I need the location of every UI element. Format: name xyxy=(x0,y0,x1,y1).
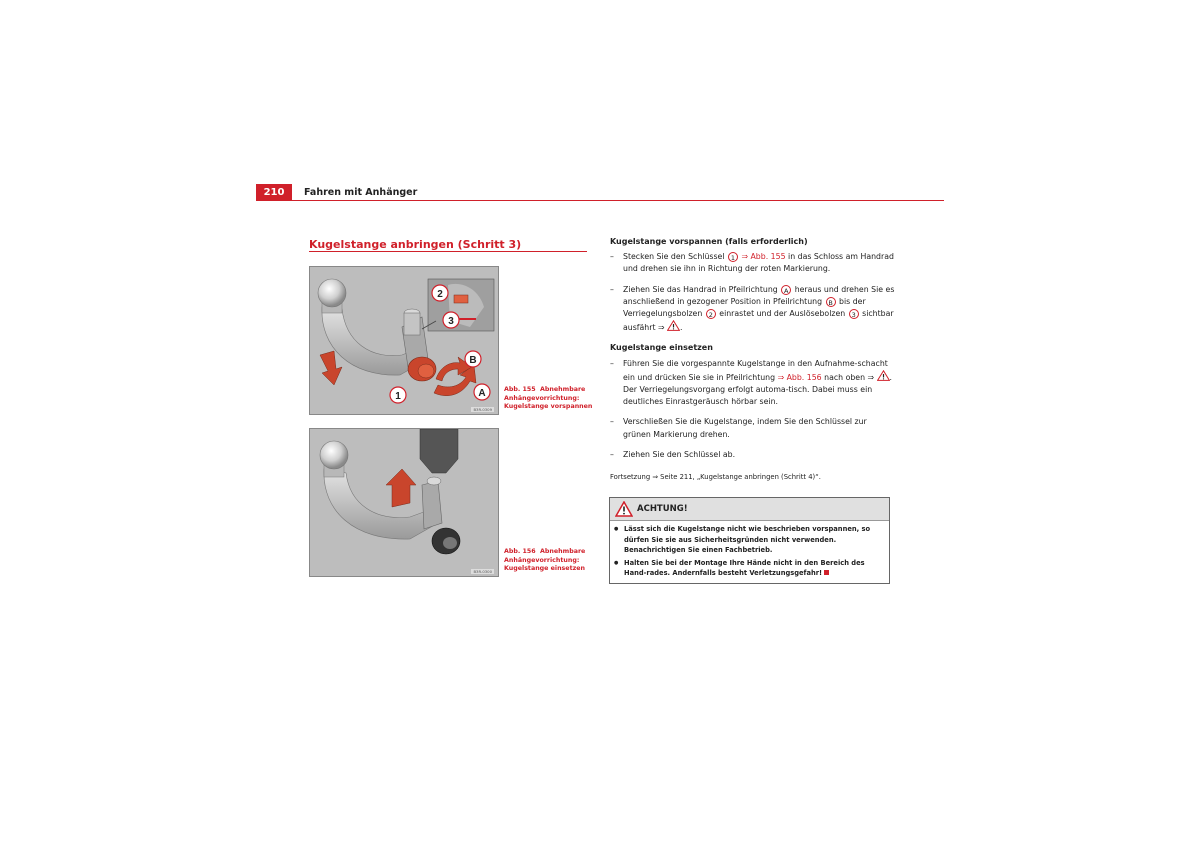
caption-text: Abnehmbare Anhängevorrichtung: Kugelstange einsetzen xyxy=(504,548,586,573)
section-rule xyxy=(309,251,587,252)
figure-155-caption xyxy=(504,386,594,412)
callout-B: B xyxy=(826,297,836,307)
callout-A: A xyxy=(478,388,486,399)
figure-156 xyxy=(309,428,499,577)
warning-bullet: ● Lässt sich die Kugelstange nicht wie beschrieben vorspannen, so dürfen Sie sie aus Sicherheitsgründen nicht verwenden. Benachrichtigen Sie einen Fachbetrieb. xyxy=(614,524,884,556)
list-item: – Ziehen Sie den Schlüssel ab. xyxy=(610,449,895,461)
callout-3: 3 xyxy=(448,316,454,327)
list-item: – Verschließen Sie die Kugelstange, indem Sie den Schlüssel zur grünen Markierung drehen. xyxy=(610,416,895,440)
list-item: – Führen Sie die vorgespannte Kugelstange in den Aufnahme-schacht ein und drücken Sie sie in Pfeilrichtung ⇒ Abb. 156 nach oben ⇒ . Der Verriegelungsvorgang erfolgt automa-tisch. Dabei muss ein deutliches Einrastgeräusch hörbar sein. xyxy=(610,358,895,409)
tow-hitch-tensioning-illustration xyxy=(310,267,498,414)
callout-2: 2 xyxy=(706,309,716,319)
caption-text: Abnehmbare Anhängevorrichtung: Kugelstange vorspannen xyxy=(504,386,593,411)
warning-title: ACHTUNG! xyxy=(637,504,688,514)
list-item: – Ziehen Sie das Handrad in Pfeilrichtung A heraus und drehen Sie es anschließend in gezogener Position in Pfeilrichtung B bis der Verriegelungsbolzen 2 einrastet und der Auslösebolzen 3 sichtbar ausfährt ⇒ . xyxy=(610,284,895,335)
figure-link[interactable]: ⇒ Abb. 155 xyxy=(741,252,786,262)
warning-triangle-icon xyxy=(667,320,680,331)
warning-bullet: ● Halten Sie bei der Montage Ihre Hände nicht in den Bereich des Hand-rades. Andernfalls besteht Verletzungsgefahr! xyxy=(614,558,884,579)
warning-header xyxy=(610,498,889,521)
continuation-note: Fortsetzung ⇒ Seite 211, „Kugelstange anbringen (Schritt 4)“. xyxy=(610,473,821,482)
header-rule xyxy=(256,200,944,201)
warning-triangle-icon xyxy=(877,370,890,381)
warning-triangle-icon xyxy=(615,501,633,517)
callout-1: 1 xyxy=(395,391,401,402)
figure-155 xyxy=(309,266,499,415)
caption-number: Abb. 155 xyxy=(504,386,536,393)
figure-link[interactable]: ⇒ Abb. 156 xyxy=(777,372,822,382)
warning-body xyxy=(610,521,889,583)
end-marker-icon xyxy=(824,570,829,575)
caption-number: Abb. 156 xyxy=(504,548,536,555)
list-item: – Stecken Sie den Schlüssel 1 ⇒ Abb. 155 in das Schloss am Handrad und drehen sie ihn in Richtung der roten Markierung. xyxy=(610,251,895,275)
section-title: Kugelstange anbringen (Schritt 3) xyxy=(309,238,522,251)
subheading-vorspannen: Kugelstange vorspannen (falls erforderlich) xyxy=(610,237,808,246)
figure-156-caption xyxy=(504,548,594,574)
chapter-title: Fahren mit Anhänger xyxy=(304,187,418,198)
right-column xyxy=(610,236,895,483)
callout-1: 1 xyxy=(728,252,738,262)
figure-code: B3R-0300 xyxy=(473,569,492,574)
figure-code: B3R-0309 xyxy=(473,407,492,412)
callout-B: B xyxy=(469,355,477,366)
warning-box xyxy=(609,497,890,584)
callout-3: 3 xyxy=(849,309,859,319)
page-number: 210 xyxy=(256,184,292,201)
subheading-einsetzen: Kugelstange einsetzen xyxy=(610,343,713,353)
tow-hitch-insertion-illustration xyxy=(310,429,498,576)
callout-A: A xyxy=(781,285,791,295)
callout-2: 2 xyxy=(437,289,443,300)
